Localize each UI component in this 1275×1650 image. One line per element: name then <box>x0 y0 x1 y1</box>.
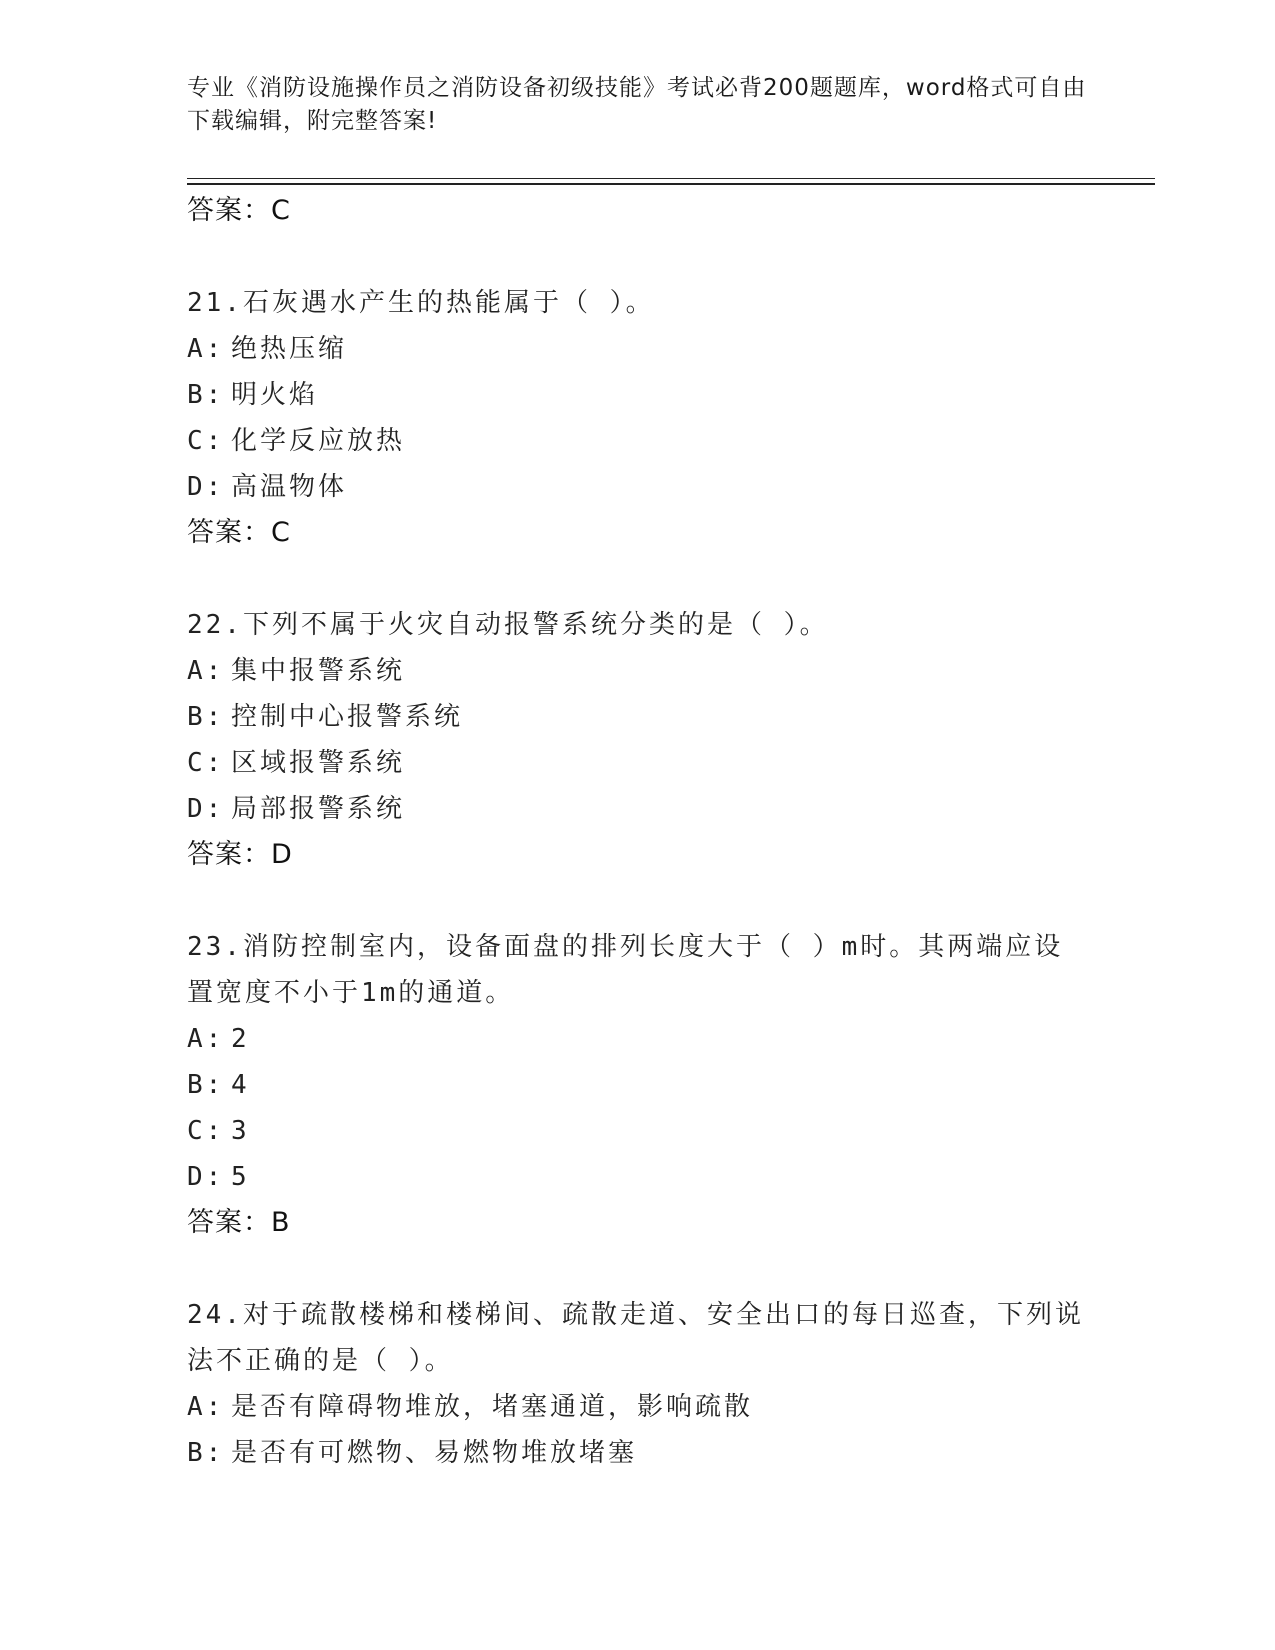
option-a <box>187 1384 1087 1430</box>
option-b <box>187 1430 1087 1476</box>
spacer <box>187 1246 1087 1292</box>
option-text: 是否有障碍物堆放，堵塞通道，影响疏散 <box>231 1392 754 1422</box>
question-text: 24.对于疏散楼梯和楼梯间、疏散走道、安全出口的每日巡查，下列说法不正确的是（ ）。 <box>187 1300 1084 1376</box>
option-text: 控制中心报警系统 <box>231 702 464 732</box>
option-d <box>187 464 1087 510</box>
option-d <box>187 1154 1087 1200</box>
question-21 <box>187 280 1087 556</box>
option-letter: B: <box>187 1438 225 1468</box>
option-letter: B: <box>187 380 225 410</box>
question-text: 23.消防控制室内，设备面盘的排列长度大于（ ）m时。其两端应设置宽度不小于1m的通道。 <box>187 932 1064 1008</box>
option-c <box>187 1108 1087 1154</box>
spacer <box>187 556 1087 602</box>
option-text: 区域报警系统 <box>231 748 406 778</box>
option-b <box>187 1062 1087 1108</box>
option-letter: D: <box>187 1162 225 1192</box>
option-c <box>187 740 1087 786</box>
question-text: 21.石灰遇水产生的热能属于（ ）。 <box>187 288 655 318</box>
option-text: 2 <box>231 1024 250 1054</box>
option-letter: B: <box>187 702 225 732</box>
option-d <box>187 786 1087 832</box>
option-text: 高温物体 <box>231 472 348 502</box>
option-text: 5 <box>231 1162 250 1192</box>
answer-line: 答案：D <box>187 839 293 870</box>
option-letter: C: <box>187 748 225 778</box>
option-text: 是否有可燃物、易燃物堆放堵塞 <box>231 1438 638 1468</box>
spacer <box>187 878 1087 924</box>
question-23 <box>187 924 1087 1246</box>
option-letter: C: <box>187 426 225 456</box>
question-text: 22.下列不属于火灾自动报警系统分类的是（ ）。 <box>187 610 829 640</box>
question-22 <box>187 602 1087 878</box>
option-text: 明火焰 <box>231 380 319 410</box>
option-letter: A: <box>187 656 225 686</box>
option-a <box>187 648 1087 694</box>
option-letter: D: <box>187 794 225 824</box>
option-b <box>187 372 1087 418</box>
option-letter: B: <box>187 1070 225 1100</box>
header-divider <box>187 178 1155 185</box>
option-b <box>187 694 1087 740</box>
spacer <box>187 234 1087 280</box>
document-header: 专业《消防设施操作员之消防设备初级技能》考试必背200题题库，word格式可自由下载编辑，附完整答案! <box>187 75 1087 134</box>
question-24 <box>187 1292 1087 1476</box>
option-letter: C: <box>187 1116 225 1146</box>
option-text: 4 <box>231 1070 250 1100</box>
option-letter: A: <box>187 1392 225 1422</box>
question-list <box>187 188 1087 1476</box>
answer-line: 答案：C <box>187 195 291 226</box>
option-a <box>187 326 1087 372</box>
option-text: 化学反应放热 <box>231 426 406 456</box>
option-text: 3 <box>231 1116 250 1146</box>
option-a <box>187 1016 1087 1062</box>
option-letter: A: <box>187 1024 225 1054</box>
option-text: 集中报警系统 <box>231 656 406 686</box>
option-text: 绝热压缩 <box>231 334 348 364</box>
option-text: 局部报警系统 <box>231 794 406 824</box>
answer-line: 答案：B <box>187 1207 291 1238</box>
option-letter: A: <box>187 334 225 364</box>
option-c <box>187 418 1087 464</box>
answer-line: 答案：C <box>187 517 291 548</box>
option-letter: D: <box>187 472 225 502</box>
